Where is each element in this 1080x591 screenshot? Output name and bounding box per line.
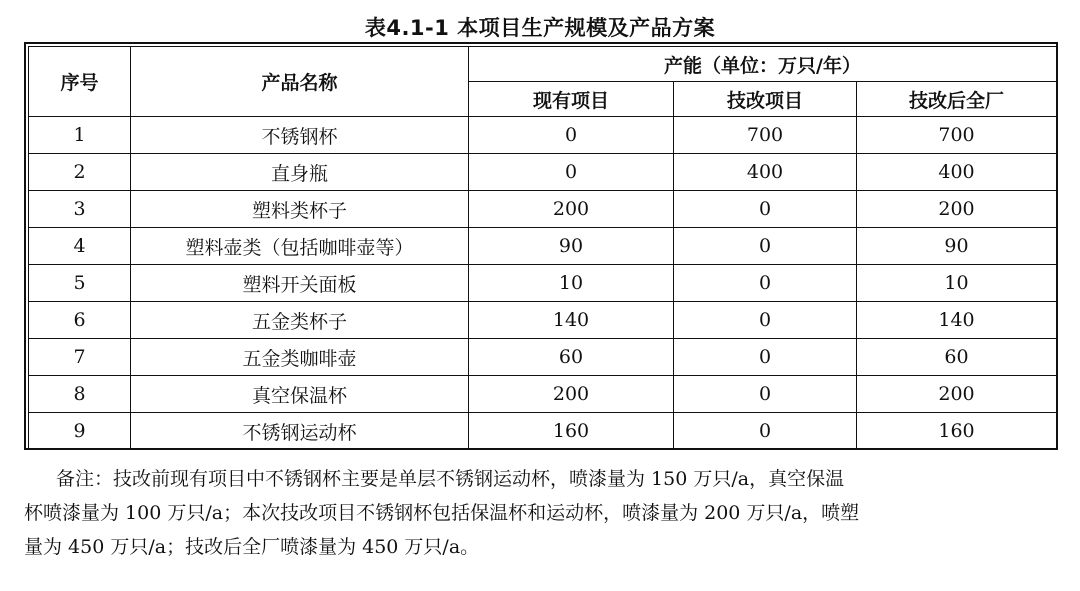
table-title: 表4.1-1 本项目生产规模及产品方案 — [364, 16, 716, 40]
cell-product-name: 五金类杯子 — [131, 302, 469, 339]
cell-product-name: 五金类咖啡壶 — [131, 339, 469, 376]
cell-product-name: 不锈钢杯 — [131, 117, 469, 154]
cell-after: 10 — [857, 265, 1057, 302]
header-product-name: 产品名称 — [131, 47, 469, 117]
cell-index: 4 — [29, 228, 131, 265]
note-line: 备注：技改前现有项目中不锈钢杯主要是单层不锈钢运动杯，喷漆量为 150 万只/a，真空保温 — [56, 468, 845, 490]
cell-after: 200 — [857, 376, 1057, 413]
cell-after: 200 — [857, 191, 1057, 228]
header-capacity-group: 产能（单位：万只/年） — [469, 47, 1057, 82]
cell-existing: 160 — [469, 413, 674, 450]
cell-after: 90 — [857, 228, 1057, 265]
cell-product-name: 不锈钢运动杯 — [131, 413, 469, 450]
table-row — [29, 302, 1057, 339]
cell-upgrade: 700 — [674, 117, 857, 154]
cell-index: 8 — [29, 376, 131, 413]
cell-upgrade: 0 — [674, 265, 857, 302]
cell-upgrade: 0 — [674, 228, 857, 265]
table-note — [24, 462, 1056, 564]
cell-product-name: 真空保温杯 — [131, 376, 469, 413]
cell-existing: 0 — [469, 117, 674, 154]
table-row — [29, 265, 1057, 302]
cell-index: 7 — [29, 339, 131, 376]
cell-index: 6 — [29, 302, 131, 339]
note-line: 杯喷漆量为 100 万只/a；本次技改项目不锈钢杯包括保温杯和运动杯，喷漆量为 200 万只/a，喷塑 — [24, 502, 860, 524]
header-existing: 现有项目 — [469, 82, 674, 117]
table-row — [29, 339, 1057, 376]
cell-after: 160 — [857, 413, 1057, 450]
cell-upgrade: 0 — [674, 339, 857, 376]
cell-index: 1 — [29, 117, 131, 154]
cell-index: 2 — [29, 154, 131, 191]
table-row — [29, 117, 1057, 154]
table-row — [29, 413, 1057, 450]
cell-index: 3 — [29, 191, 131, 228]
cell-existing: 0 — [469, 154, 674, 191]
product-table-frame — [24, 42, 1058, 450]
cell-upgrade: 0 — [674, 413, 857, 450]
cell-index: 5 — [29, 265, 131, 302]
cell-after: 400 — [857, 154, 1057, 191]
cell-after: 60 — [857, 339, 1057, 376]
product-table — [28, 46, 1057, 450]
cell-upgrade: 0 — [674, 191, 857, 228]
table-row — [29, 191, 1057, 228]
cell-existing: 200 — [469, 191, 674, 228]
header-index: 序号 — [29, 47, 131, 117]
cell-existing: 200 — [469, 376, 674, 413]
cell-product-name: 塑料类杯子 — [131, 191, 469, 228]
cell-upgrade: 0 — [674, 376, 857, 413]
cell-upgrade: 400 — [674, 154, 857, 191]
table-row — [29, 154, 1057, 191]
cell-product-name: 塑料开关面板 — [131, 265, 469, 302]
cell-after: 140 — [857, 302, 1057, 339]
cell-existing: 90 — [469, 228, 674, 265]
cell-product-name: 直身瓶 — [131, 154, 469, 191]
cell-product-name: 塑料壶类（包括咖啡壶等） — [131, 228, 469, 265]
cell-existing: 60 — [469, 339, 674, 376]
cell-existing: 140 — [469, 302, 674, 339]
cell-existing: 10 — [469, 265, 674, 302]
cell-after: 700 — [857, 117, 1057, 154]
header-upgrade: 技改项目 — [674, 82, 857, 117]
cell-upgrade: 0 — [674, 302, 857, 339]
note-line: 量为 450 万只/a；技改后全厂喷漆量为 450 万只/a。 — [24, 536, 480, 558]
header-after: 技改后全厂 — [857, 82, 1057, 117]
table-row — [29, 376, 1057, 413]
table-row — [29, 228, 1057, 265]
cell-index: 9 — [29, 413, 131, 450]
